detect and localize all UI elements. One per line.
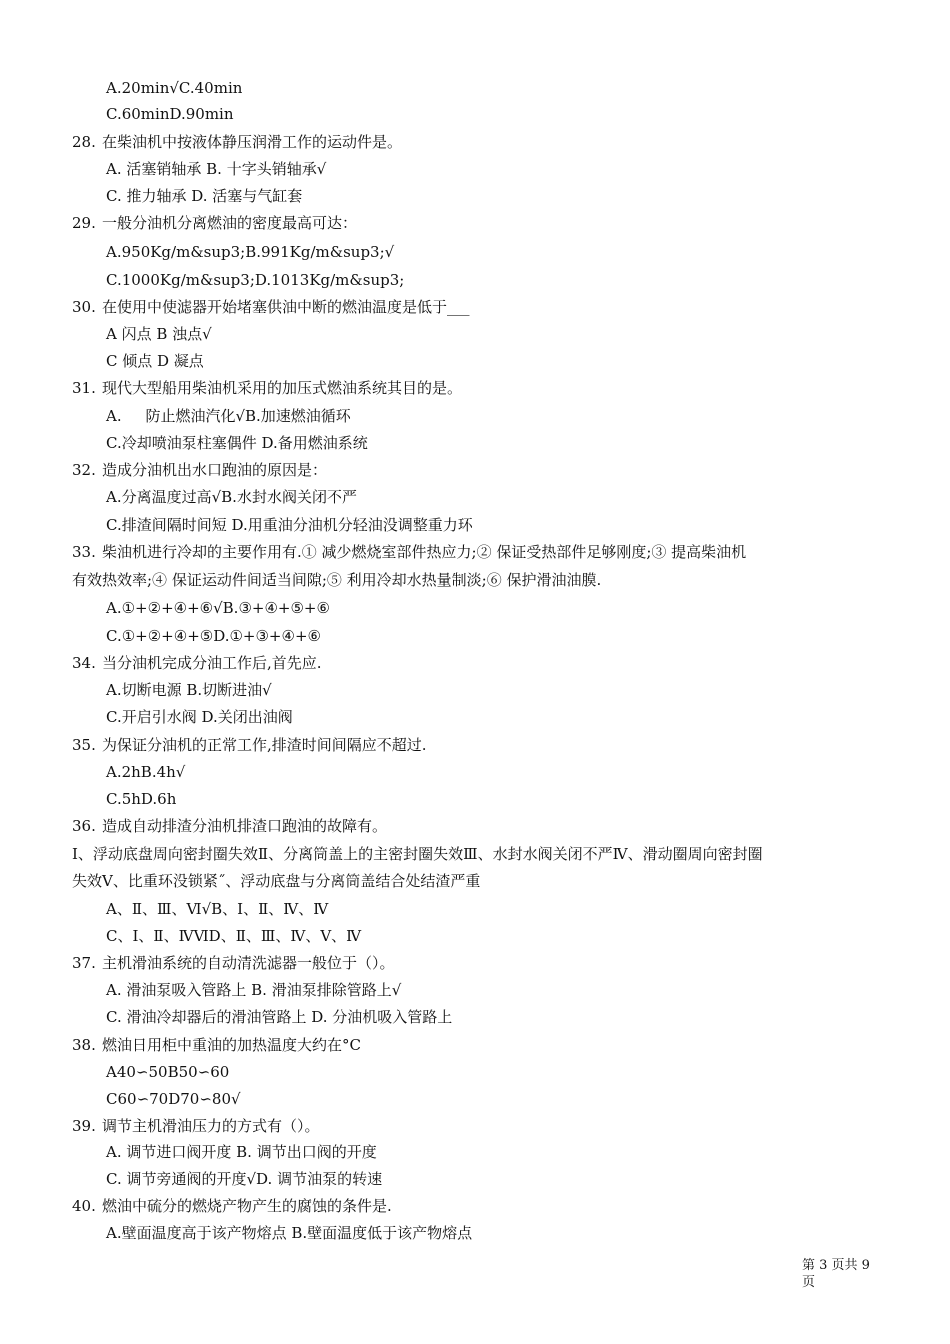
question-number: 30. (72, 298, 96, 316)
question-number: 28. (72, 133, 96, 151)
question-text: 燃油中硫分的燃烧产物产生的腐蚀的条件是. (102, 1197, 392, 1215)
answer-options-line: A. 调节进口阀开度 B. 调节出口阀的开度 (106, 1143, 377, 1161)
question-line (72, 1116, 320, 1136)
question-line (72, 953, 395, 973)
question-number: 39. (72, 1117, 96, 1135)
answer-options-line: A. 滑油泵吸入管路上 B. 滑油泵排除管路上√ (106, 981, 402, 999)
question-text: 调节主机滑油压力的方式有（）。 (102, 1117, 320, 1135)
answer-options-line: A.950Kg/m&sup3;B.991Kg/m&sup3;√ (106, 243, 395, 261)
answer-options-line: A40∽50B50∽60 (106, 1063, 230, 1081)
answer-options-line: C.排渣间隔时间短 D.用重油分油机分轻油没调整重力环 (106, 516, 473, 534)
question-number: 35. (72, 736, 96, 754)
answer-options-line: A 闪点 B 浊点√ (106, 325, 212, 343)
question-text: 一般分油机分离燃油的密度最高可达： (102, 214, 358, 232)
question-line (72, 1035, 361, 1055)
answer-options-line: C.1000Kg/m&sup3;D.1013Kg/m&sup3; (106, 271, 405, 289)
question-text: 造成分油机出水口跑油的原因是： (102, 461, 328, 479)
answer-options-line: A.2hB.4h√ (106, 763, 186, 781)
answer-options-line: C.①+②+④+⑤D.①+③+④+⑥ (106, 627, 321, 645)
question-line (72, 1196, 392, 1216)
question-text-continuation: 失效Ⅴ、比重环没锁紧˝、浮动底盘与分离筒盖结合处结渣严重 (72, 872, 481, 890)
answer-options-line: A. 防止燃油汽化√B.加速燃油循环 (106, 407, 351, 425)
answer-options-line: A.壁面温度高于该产物熔点 B.壁面温度低于该产物熔点 (106, 1224, 473, 1242)
question-text: 在柴油机中按液体静压润滑工作的运动件是。 (102, 133, 403, 151)
answer-options-line: A.①+②+④+⑥√B.③+④+⑤+⑥ (106, 599, 330, 617)
answer-options-line: C 倾点 D 凝点 (106, 352, 204, 370)
question-text: 当分油机完成分油工作后,首先应. (102, 654, 322, 672)
question-line (72, 460, 327, 480)
answer-options-line: C.冷却喷油泵柱塞偶件 D.备用燃油系统 (106, 434, 368, 452)
question-text-continuation: Ⅰ、浮动底盘周向密封圈失效Ⅱ、分离筒盖上的主密封圈失效Ⅲ、水封水阀关闭不严Ⅳ、滑动圈周向密封圈 (72, 845, 763, 863)
answer-options-line: C.开启引水阀 D.关闭出油阀 (106, 708, 293, 726)
question-number: 36. (72, 817, 96, 835)
question-number: 31. (72, 379, 96, 397)
answer-options-line: C.60minD.90min (106, 105, 234, 123)
question-line (72, 542, 746, 562)
question-text: 现代大型船用柴油机采用的加压式燃油系统其目的是。 (102, 379, 463, 397)
question-text: 为保证分油机的正常工作,排渣时间间隔应不超过. (102, 736, 427, 754)
answer-options-line: C. 滑油冷却器后的滑油管路上 D. 分油机吸入管路上 (106, 1008, 453, 1026)
question-line (72, 735, 427, 755)
question-text: 在使用中使滤器开始堵塞供油中断的燃油温度是低于___ (102, 298, 470, 316)
question-line (72, 213, 357, 233)
question-text-continuation: 有效热效率;④ 保证运动件间适当间隙;⑤ 利用冷却水热量制淡;⑥ 保护滑油油膜. (72, 571, 602, 589)
question-number: 38. (72, 1036, 96, 1054)
question-line (72, 816, 387, 836)
answer-options-line: C. 调节旁通阀的开度√D. 调节油泵的转速 (106, 1170, 383, 1188)
question-line (72, 132, 402, 152)
answer-options-line: C.5hD.6h (106, 790, 177, 808)
answer-options-line: A、Ⅱ、Ⅲ、Ⅵ√B、Ⅰ、Ⅱ、Ⅳ、Ⅳ (106, 900, 329, 918)
question-number: 40. (72, 1197, 96, 1215)
answer-options-line: C、Ⅰ、Ⅱ、ⅣⅥD、Ⅱ、Ⅲ、Ⅳ、Ⅴ、Ⅳ (106, 927, 362, 945)
answer-options-line: C. 推力轴承 D. 活塞与气缸套 (106, 187, 303, 205)
question-line (72, 297, 470, 317)
question-text: 柴油机进行冷却的主要作用有.① 减少燃烧室部件热应力;② 保证受热部件足够刚度;③ 提高柴油机 (102, 543, 747, 561)
answer-options-line: C60∽70D70∽80√ (106, 1090, 241, 1108)
question-number: 33. (72, 543, 96, 561)
question-number: 32. (72, 461, 96, 479)
question-text: 燃油日用柜中重油的加热温度大约在°C (102, 1036, 361, 1054)
page-number: 第 3 页共 9 页 (802, 1258, 870, 1290)
question-line (72, 378, 462, 398)
answer-options-line: A.分离温度过高√B.水封水阀关闭不严 (106, 488, 357, 506)
question-number: 29. (72, 214, 96, 232)
answer-options-line: A.切断电源 B.切断进油√ (106, 681, 272, 699)
answer-options-line: A. 活塞销轴承 B. 十字头销轴承√ (106, 160, 327, 178)
question-text: 主机滑油系统的自动清洗滤器一般位于（）。 (102, 954, 395, 972)
question-line (72, 653, 322, 673)
question-text: 造成自动排渣分油机排渣口跑油的故障有。 (102, 817, 388, 835)
answer-options-line: A.20min√C.40min (106, 79, 243, 97)
question-number: 37. (72, 954, 96, 972)
question-number: 34. (72, 654, 96, 672)
